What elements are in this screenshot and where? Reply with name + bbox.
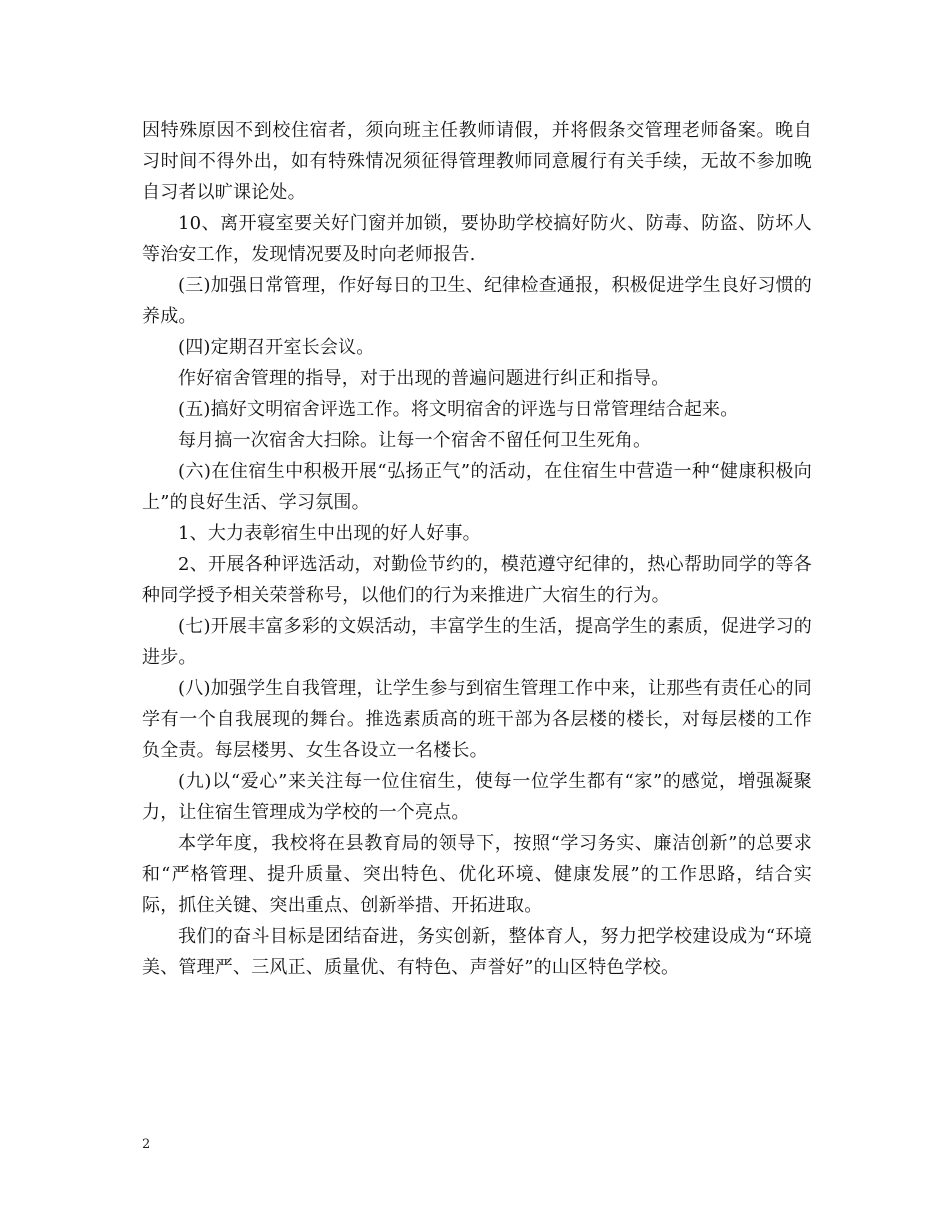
paragraph-subitem-2: 2、开展各种评选活动，对勤俭节约的，模范遵守纪律的，热心帮助同学的等各种同学授予相关荣誉称号，以他们的行为来推进广大宿生的行为。 [142, 554, 812, 606]
paragraph-section-4: (四)定期召开室长会议。 [178, 337, 375, 358]
paragraph-section-8: (八)加强学生自我管理，让学生参与到宿生管理工作中来，让那些有责任心的同学有一个自我展现的舞台。推选素质高的班干部为各层楼的楼长，对每层楼的工作负全责。每层楼男、女生各设立一名楼长。 [142, 678, 812, 761]
paragraph-item-10: 10、离开寝室要关好门窗并加锁，要协助学校搞好防火、防毒、防盗、防坏人等治安工作，发现情况要及时向老师报告. [142, 213, 812, 265]
paragraph-section-5: (五)搞好文明宿舍评选工作。将文明宿舍的评选与日常管理结合起来。 [178, 399, 739, 420]
paragraph-section-9: (九)以“爱心”来关注每一位住宿生，使每一位学生都有“家”的感觉，增强凝聚力，让住宿生管理成为学校的一个亮点。 [142, 771, 812, 823]
paragraph-annual-plan: 本学年度，我校将在县教育局的领导下，按照“学习务实、廉洁创新”的总要求和“严格管理、提升质量、突出特色、优化环境、健康发展”的工作思路，结合实际，抓住关键、突出重点、创新举措、开拓进取。 [142, 833, 812, 916]
page-number: 2 [142, 1137, 151, 1152]
paragraph-section-3: (三)加强日常管理，作好每日的卫生、纪律检查通报，积极促进学生良好习惯的养成。 [142, 275, 812, 327]
paragraph-continued-leave-rules: 因特殊原因不到校住宿者，须向班主任教师请假，并将假条交管理老师备案。晚自习时间不得外出，如有特殊情况须征得管理教师同意履行有关手续，无故不参加晚自习者以旷课论处。 [142, 120, 812, 203]
paragraph-dorm-guidance: 作好宿舍管理的指导，对于出现的普遍问题进行纠正和指导。 [178, 368, 670, 389]
paragraph-section-6: (六)在住宿生中积极开展“弘扬正气”的活动，在住宿生中营造一种“健康积极向上”的良好生活、学习氛围。 [142, 461, 812, 513]
document-body [142, 115, 812, 983]
paragraph-section-7: (七)开展丰富多彩的文娱活动，丰富学生的生活，提高学生的素质，促进学习的进步。 [142, 616, 812, 668]
paragraph-monthly-cleaning: 每月搞一次宿舍大扫除。让每一个宿舍不留任何卫生死角。 [178, 430, 652, 451]
paragraph-goal: 我们的奋斗目标是团结奋进，务实创新，整体育人，努力把学校建设成为“环境美、管理严、三风正、质量优、有特色、声誉好”的山区特色学校。 [142, 926, 812, 978]
paragraph-subitem-1: 1、大力表彰宿生中出现的好人好事。 [178, 523, 481, 544]
